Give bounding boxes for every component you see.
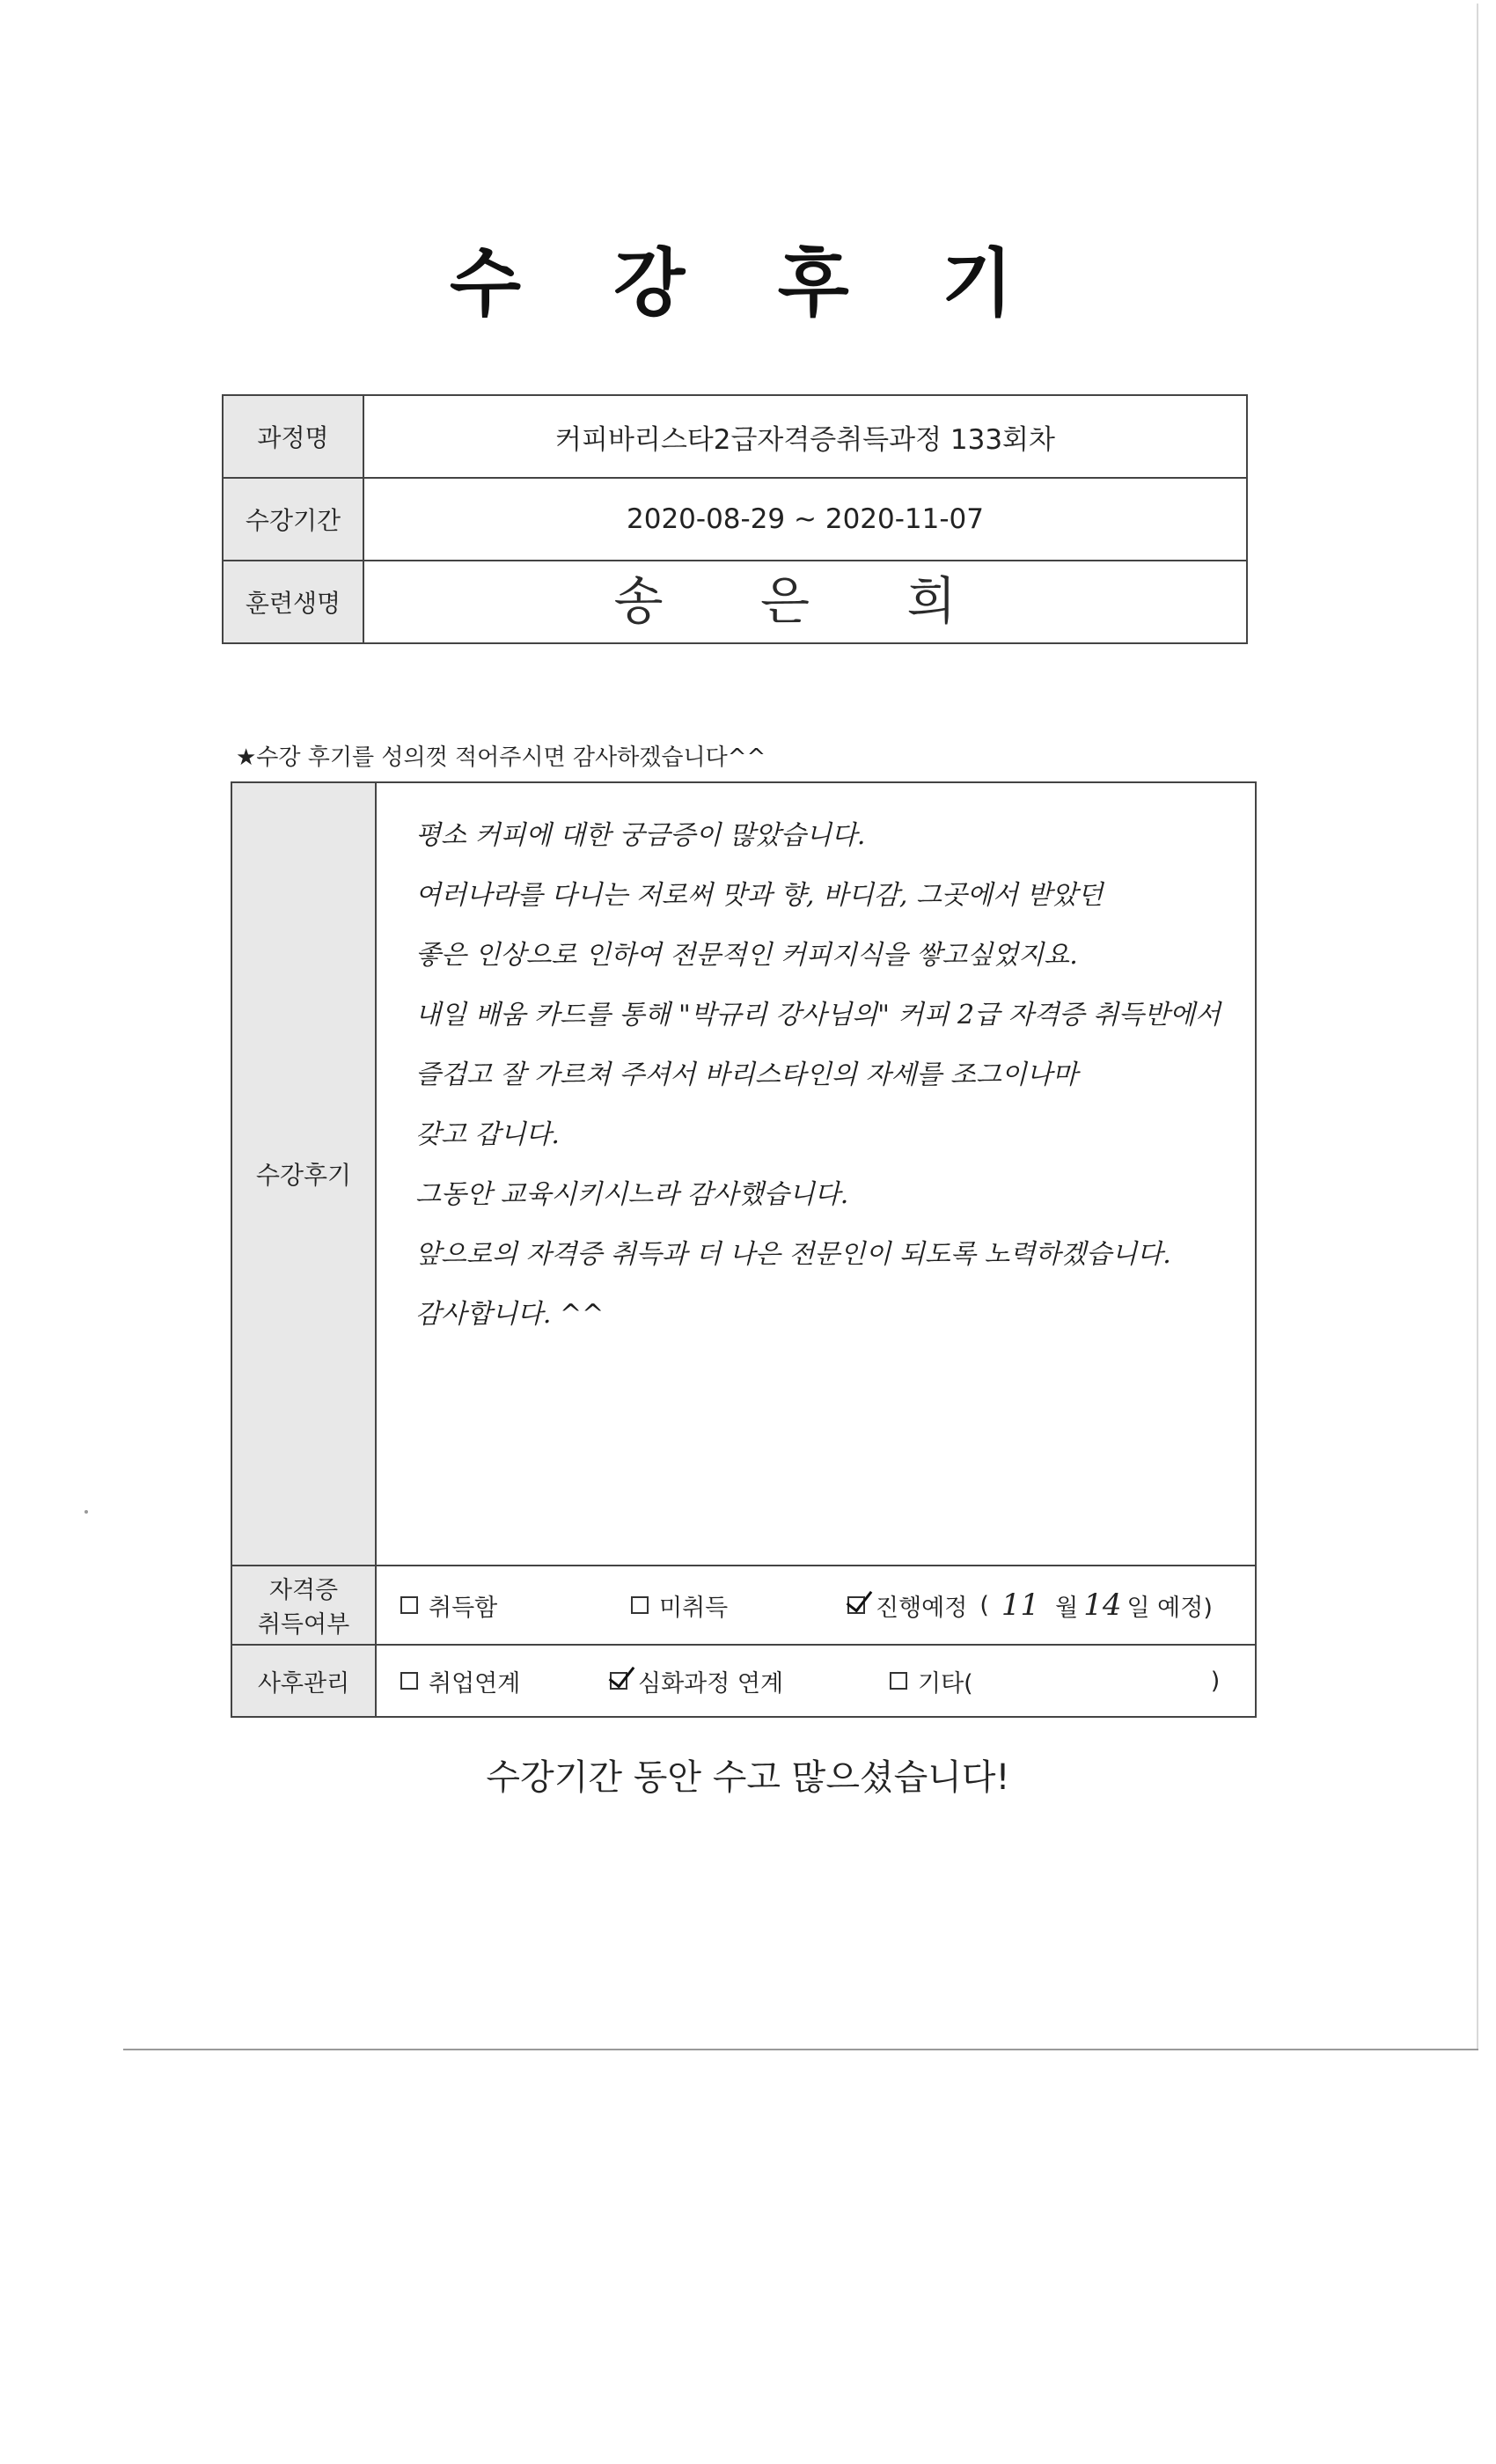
day-value: 14	[1083, 1588, 1122, 1623]
option-in-progress-label: 진행예정	[876, 1594, 968, 1622]
checkbox-acquired[interactable]	[400, 1596, 418, 1614]
review-table	[231, 781, 1257, 1718]
certificate-label	[231, 1566, 376, 1645]
option-not-acquired-label: 미취득	[659, 1594, 729, 1622]
review-line: 갖고 갑니다.	[415, 1119, 560, 1150]
option-acquired-label: 취득함	[429, 1594, 498, 1622]
option-advanced-label: 심화과정 연계	[638, 1669, 784, 1698]
course-value: 커피바리스타2급자격증취득과정 133회차	[363, 395, 1247, 478]
review-line: 감사합니다. ^^	[415, 1299, 605, 1330]
trainee-name-cell	[363, 561, 1247, 643]
info-table	[222, 394, 1248, 644]
page-bottom-rule	[123, 2049, 1478, 2050]
checkbox-advanced-checked[interactable]	[610, 1672, 627, 1690]
option-job-label: 취업연계	[429, 1669, 521, 1698]
checkbox-job[interactable]	[400, 1672, 418, 1690]
review-line: 앞으로의 자격증 취득과 더 나은 전문인이 되도록 노력하겠습니다.	[415, 1239, 1171, 1270]
period-value: 2020-08-29 ~ 2020-11-07	[363, 478, 1247, 561]
review-line: 좋은 인상으로 인하여 전문적인 커피지식을 쌓고싶었지요.	[415, 940, 1078, 971]
certificate-label-line2: 취득여부	[257, 1611, 350, 1639]
trainee-label: 훈련생명	[223, 561, 363, 643]
footer-message: 수강기간 동안 수고 많으셨습니다!	[486, 1757, 1010, 1798]
checkbox-not-acquired[interactable]	[631, 1596, 649, 1614]
checkbox-other[interactable]	[890, 1672, 907, 1690]
review-line: 내일 배움 카드를 통해 "박규리 강사님의" 커피 2급 자격증 취득반에서	[415, 1000, 1221, 1030]
aftercare-options	[376, 1645, 1256, 1717]
certificate-options	[376, 1566, 1256, 1645]
checkbox-in-progress-checked[interactable]	[847, 1596, 865, 1614]
option-acquired[interactable]	[400, 1588, 631, 1623]
option-job[interactable]	[400, 1664, 610, 1698]
paren-open: (	[979, 1591, 989, 1619]
course-row	[223, 395, 1247, 478]
trainee-row	[223, 561, 1247, 643]
option-in-progress[interactable]	[847, 1588, 1213, 1623]
option-other-label: 기타(	[918, 1669, 973, 1698]
option-other[interactable]	[890, 1664, 1220, 1698]
notice-text: ★수강 후기를 성의껏 적어주시면 감사하겠습니다^^	[236, 744, 766, 771]
certificate-label-line1: 자격증	[268, 1577, 339, 1604]
review-row	[231, 782, 1256, 1566]
period-row	[223, 478, 1247, 561]
review-line: 그동안 교육시키시느라 감사했습니다.	[415, 1179, 849, 1210]
review-lines	[377, 783, 1255, 1345]
review-body	[376, 782, 1256, 1566]
aftercare-row	[231, 1645, 1256, 1717]
page-title: 수 강 후 기	[449, 240, 1047, 326]
day-label: 일 예정)	[1126, 1594, 1213, 1622]
trainee-name: 송 은 희	[613, 571, 997, 631]
review-label: 수강후기	[231, 782, 376, 1566]
review-line: 즐겁고 잘 가르쳐 주셔서 바리스타인의 자세를 조그이나마	[415, 1060, 1078, 1090]
option-not-acquired[interactable]	[631, 1588, 847, 1623]
period-label: 수강기간	[223, 478, 363, 561]
month-label: 월	[1055, 1594, 1079, 1622]
option-other-close: )	[1210, 1667, 1221, 1695]
review-line: 평소 커피에 대한 궁금증이 많았습니다.	[415, 820, 866, 851]
review-line: 여러나라를 다니는 저로써 맛과 향, 바디감, 그곳에서 받았던	[415, 880, 1104, 911]
scan-speck	[84, 1510, 88, 1514]
month-value: 11	[1001, 1588, 1040, 1623]
certificate-row	[231, 1566, 1256, 1645]
option-advanced[interactable]	[610, 1664, 890, 1698]
course-label: 과정명	[223, 395, 363, 478]
aftercare-label: 사후관리	[231, 1645, 376, 1717]
